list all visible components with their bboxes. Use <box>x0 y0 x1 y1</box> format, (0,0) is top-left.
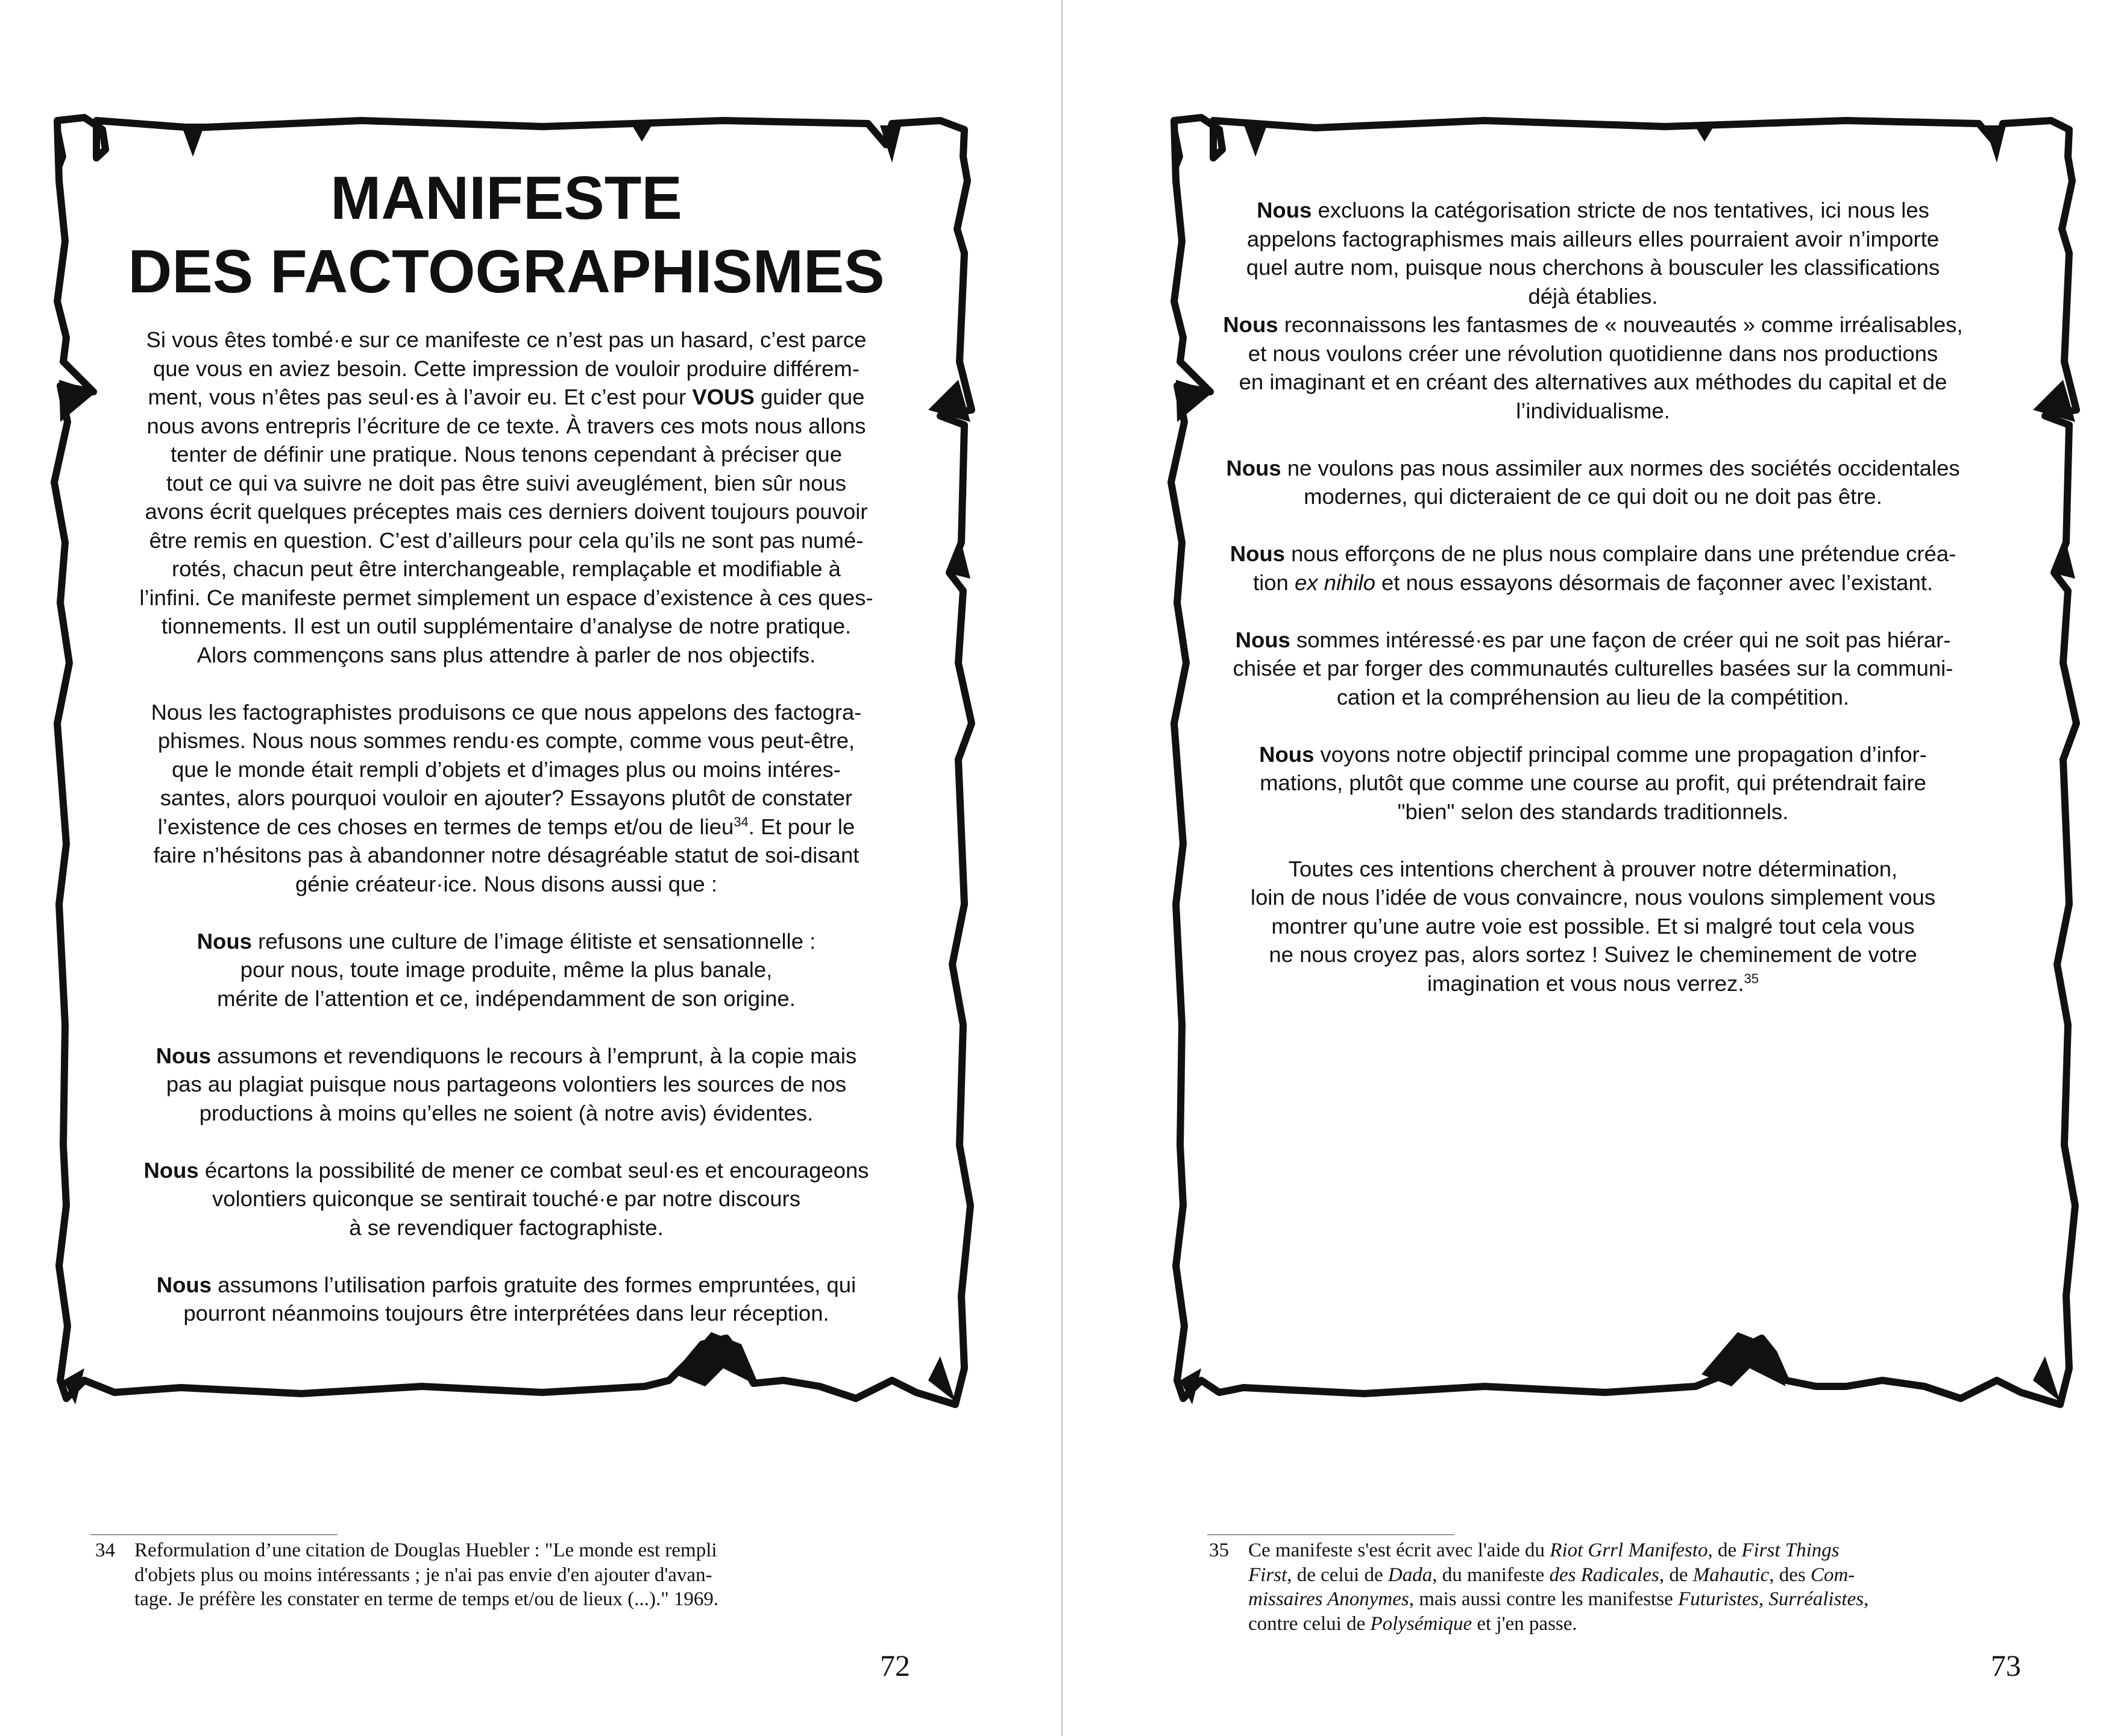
precept-assumons-formes: Nous assumons l’utilisation parfois gratuite des formes empruntées, qui pourront néanmoins toujours être interprétées dans leur réception. <box>156 1272 856 1326</box>
closing-paragraph: Toutes ces intentions cherchent à prouver notre détermination, loin de nous l’idée de vous convaincre, nous voulons simplement vous montrer qu’une autre voie est possible. Et si malgré tout cela vous ne nous croyez pas, alors sortez ! Suivez le cheminement de votre imagination et vous nous verrez.$^{35}$ <box>1250 856 1936 996</box>
footnote-34: 34 Reformulation d’une citation de Douglas Huebler : "Le monde est rempli d'objets plus ou moins intéressants ; je n'ai pas envie d'en ajouter d'avan- tage. Je préfère les constater en terme de temps et/ou de lieux (...)." 1969. <box>95 1539 719 1610</box>
footnote-35: 35 Ce manifeste s'est écrit avec l'aide du Riot Grrl Manifesto, de First Things First, de celui de Dada, du manifeste des Radicales, de Mahautic, des Com- missaires Anonymes, mais aussi contre les manifestse Futuristes, Surréalistes, contre celui de Polysémique et j'en passe. <box>1209 1539 1869 1635</box>
vous-emphasis: VOUS <box>692 385 755 409</box>
right-body-text <box>1192 196 1994 998</box>
footnote-divider <box>1207 1534 1454 1535</box>
right-page <box>1063 0 2124 1736</box>
precept-ecartons: Nous écartons la possibilité de mener ce combat seul·es et encourageons volontiers quiconque se sentirait touché·e par notre discours à se revendiquer factographiste. <box>143 1157 869 1240</box>
page-number: 72 <box>880 1649 910 1682</box>
footnote-ref-35[interactable]: 35 <box>1744 970 1759 986</box>
intro-paragraph: Si vous êtes tombé·e sur ce manifeste ce n’est pas un hasard, c’est parce que vous en aviez besoin. Cette impression de vouloir produire différem- ment, vous n’êtes pas seul·es à l’avoir eu. Et c’est pour VOUS guider que nous avons entrepris l’écriture de ce texte. À travers ces mots nous allons tenter de définir une pratique. Nous tenons cependant à préciser que tout ce qui va suivre ne doit pas être suivi aveuglément, bien sûr nous avons écrit quelques préceptes mais ces derniers doivent toujours pouvoir être remis en question. C’est d’ailleurs pour cela qu’ils ne sont pas numé- rotés, chacun peut être interchangeable, remplaçable et modifiable à l’infini. Ce manifeste permet simplement un espace d’existence à ces ques- tionnements. Il est un outil supplémentaire d’analyse de notre pratique. Alors commençons sans plus attendre à parler de nos objectifs. <box>139 327 873 667</box>
precept-interesses: Nous sommes intéressé·es par une façon de créer qui ne soit pas hiérar- chisée et par forger des communautés culturelles basées sur la communi- cation et la compréhension au lieu de la compétition. <box>1233 627 1953 709</box>
footnote-number: 34 <box>95 1539 115 1561</box>
footnote-divider <box>90 1534 338 1535</box>
page-number: 73 <box>1991 1649 2021 1682</box>
manifesto-title <box>60 162 952 309</box>
precept-efforcons: Nous nous efforçons de ne plus nous complaire dans une prétendue créa- tion ex nihilo et nous essayons désormais de façonner avec l’existant. <box>1230 541 1956 595</box>
precept-excluons: Nous excluons la catégorisation stricte de nos tentatives, ici nous les appelons factographismes mais ailleurs elles pourraient avoir n’importe quel autre nom, puisque nous cherchons à bousculer les classifications déjà établies. <box>1246 198 1940 309</box>
precept-refusons: Nous refusons une culture de l’image élitiste et sensationnelle : pour nous, toute image produite, même la plus banale, mérite de l’attention et ce, indépendamment de son origine. <box>196 928 816 1011</box>
footnote-ref-34[interactable]: 34 <box>734 814 749 829</box>
precept-reconnaissons: Nous reconnaissons les fantasmes de « nouveautés » comme irréalisables, et nous voulons créer une révolution quotidienne dans nos productions en imaginant et en créant des alternatives aux méthodes du capital et de l’individualisme. <box>1223 312 1963 423</box>
left-body-text <box>90 326 922 1328</box>
precept-voyons: Nous voyons notre objectif principal comme une propagation d’infor- mations, plutôt que comme une course au profit, qui prétendrait faire "bien" selon des standards traditionnels. <box>1259 741 1927 824</box>
title-line-1: MANIFESTE <box>330 165 682 232</box>
title-line-2: DES FACTOGRAPHISMES <box>128 238 885 306</box>
factographistes-paragraph: Nous les factographistes produisons ce que nous appelons des factogra- phismes. Nous nous sommes rendu·es compte, comme vous peut-être, que le monde était rempli d’objets et d’images plus ou moins intéres- santes, alors pourquoi vouloir en ajouter? Essayons plutôt de constater l’existence de ces choses en termes de temps et/ou de lieu$^{34}$. Et pour le faire n’hésitons pas à abandonner notre désagréable statut de soi-disant génie créateur·ice. Nous disons aussi que : <box>151 699 862 896</box>
left-page <box>0 0 1061 1736</box>
precept-assimiler: Nous ne voulons pas nous assimiler aux normes des sociétés occidentales modernes, qui dicteraient de ce qui doit ou ne doit pas être. <box>1226 455 1960 509</box>
footnote-number: 35 <box>1209 1539 1229 1561</box>
precept-assumons-emprunt: Nous assumons et revendiquons le recours à l’emprunt, à la copie mais pas au plagiat puisque nous partageons volontiers les sources de nos productions à moins qu’elles ne soient (à notre avis) évidentes. <box>156 1043 857 1125</box>
